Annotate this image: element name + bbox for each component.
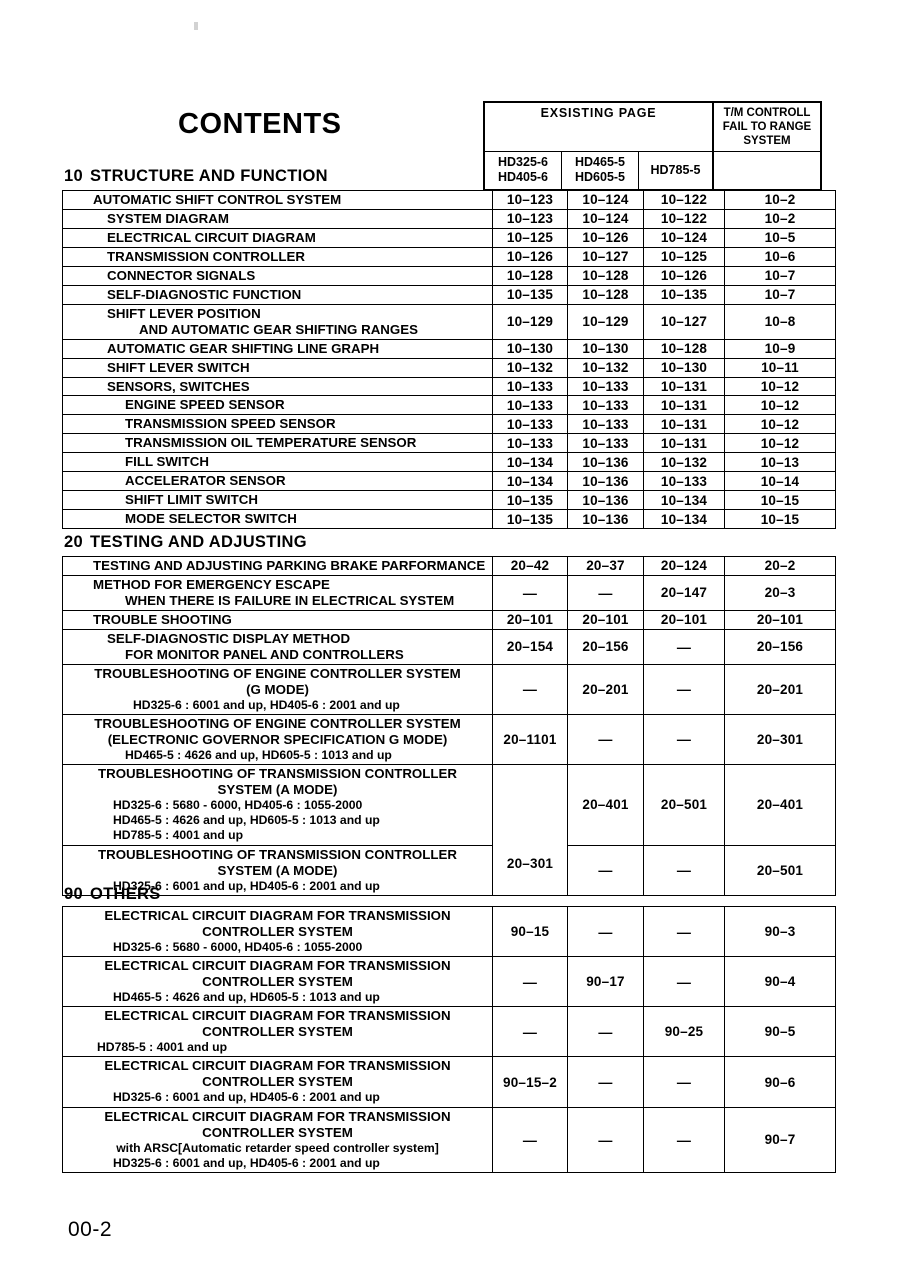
- table-row: [63, 339, 836, 358]
- row-page-tm: 10–6: [725, 247, 836, 266]
- row-title-line1: SHIFT LIMIT SWITCH: [125, 492, 258, 508]
- row-title-cell: [63, 765, 493, 846]
- row-page-hd325: 10–128: [493, 266, 568, 285]
- existing-page-label: EXSISTING PAGE: [485, 103, 714, 151]
- row-title-line1: ACCELERATOR SENSOR: [125, 473, 286, 489]
- table-row: [63, 266, 836, 285]
- row-page-hd465: 20–201: [568, 664, 644, 714]
- row-page-tm: 10–12: [725, 396, 836, 415]
- row-title-cell: [63, 714, 493, 764]
- row-page-tm: 20–3: [725, 575, 836, 610]
- row-title-cell: [63, 396, 493, 415]
- table-row: [63, 1107, 836, 1172]
- row-page-hd785: 10–135: [644, 285, 725, 304]
- row-page-tm: 10–13: [725, 453, 836, 472]
- row-page-hd785: 20–147: [644, 575, 725, 610]
- model-column-2-line1: HD465-5: [574, 155, 626, 170]
- row-page-hd325: 10–133: [493, 377, 568, 396]
- row-page-hd785: 10–127: [644, 304, 725, 339]
- legend-model-row: [485, 152, 820, 189]
- row-page-hd785: 10–134: [644, 491, 725, 510]
- row-page-hd465: 10–136: [568, 453, 644, 472]
- row-title-line2: SYSTEM (A MODE): [217, 862, 338, 878]
- model-column-2: [562, 152, 639, 189]
- row-title-line1: METHOD FOR EMERGENCY ESCAPE: [93, 576, 330, 592]
- row-page-hd785: 10–132: [644, 453, 725, 472]
- row-page-hd465: —: [568, 1007, 644, 1057]
- table-row: [63, 209, 836, 228]
- row-page-hd325: 10–125: [493, 228, 568, 247]
- row-page-hd465: —: [568, 907, 644, 957]
- tm-control-label-line2: FAIL TO RANGE: [722, 121, 812, 134]
- row-page-tm: 10–12: [725, 434, 836, 453]
- row-title-cell: [63, 247, 493, 266]
- row-page-hd785: —: [644, 1057, 725, 1107]
- row-title-serial-1: HD465-5 : 4626 and up, HD605-5 : 1013 and up: [113, 990, 380, 1005]
- row-title-cell: [63, 358, 493, 377]
- row-title-line2: SYSTEM (A MODE): [217, 781, 338, 797]
- row-page-hd785: 10–131: [644, 396, 725, 415]
- row-page-hd465: 10–133: [568, 377, 644, 396]
- row-page-tm: 20–401: [725, 765, 836, 846]
- scan-speck: [194, 22, 198, 30]
- row-page-tm: 10–14: [725, 472, 836, 491]
- row-title-serial-2: HD465-5 : 4626 and up, HD605-5 : 1013 and up: [113, 813, 380, 828]
- row-page-hd465: —: [568, 1057, 644, 1107]
- row-title-line1: TROUBLESHOOTING OF TRANSMISSION CONTROLLER: [97, 846, 457, 862]
- row-title-cell: [63, 907, 493, 957]
- row-page-hd785: —: [644, 845, 725, 895]
- row-page-tm: 90–7: [725, 1107, 836, 1172]
- row-page-hd785: 10–126: [644, 266, 725, 285]
- row-title-serial-1: HD325-6 : 6001 and up, HD405-6 : 2001 and up: [113, 878, 380, 893]
- row-title-cell: [63, 510, 493, 529]
- row-title-note: with ARSC[Automatic retarder speed controller system]: [116, 1140, 439, 1155]
- section-number-20: 20: [64, 533, 83, 551]
- row-page-hd785: 10–125: [644, 247, 725, 266]
- row-page-hd465: 10–133: [568, 434, 644, 453]
- table-row: [63, 1007, 836, 1057]
- row-page-tm: 10–9: [725, 339, 836, 358]
- row-page-hd325: 20–154: [493, 629, 568, 664]
- row-title-cell: [63, 339, 493, 358]
- table-row: [63, 247, 836, 266]
- row-page-hd465: 20–37: [568, 557, 644, 576]
- table-row: [63, 472, 836, 491]
- tm-control-label: [714, 103, 820, 151]
- table-row: [63, 575, 836, 610]
- row-title-line2: CONTROLLER SYSTEM: [202, 923, 353, 939]
- section-heading-90: [64, 885, 161, 904]
- row-page-tm: 20–156: [725, 629, 836, 664]
- row-page-hd325: 10–133: [493, 415, 568, 434]
- row-page-hd325: 10–132: [493, 358, 568, 377]
- section-number-90: 90: [64, 885, 83, 903]
- table-row: [63, 415, 836, 434]
- row-page-hd465: 10–133: [568, 396, 644, 415]
- row-title-line1: ELECTRICAL CIRCUIT DIAGRAM FOR TRANSMISSION: [104, 1008, 451, 1024]
- row-title-cell: [63, 1107, 493, 1172]
- row-title-line1: AUTOMATIC GEAR SHIFTING LINE GRAPH: [107, 340, 380, 356]
- section-name-10: STRUCTURE AND FUNCTION: [90, 167, 328, 185]
- row-title-line2: CONTROLLER SYSTEM: [202, 1024, 353, 1040]
- row-title-cell: [63, 209, 493, 228]
- table-row: [63, 358, 836, 377]
- row-title-line2: FOR MONITOR PANEL AND CONTROLLERS: [125, 646, 404, 662]
- row-title-line1: TROUBLESHOOTING OF TRANSMISSION CONTROLLER: [97, 766, 457, 782]
- row-page-hd465: 20–101: [568, 610, 644, 629]
- row-page-tm: 10–8: [725, 304, 836, 339]
- row-page-hd465: 10–126: [568, 228, 644, 247]
- row-title-line1: SENSORS, SWITCHES: [107, 378, 250, 394]
- row-page-hd465: 10–133: [568, 415, 644, 434]
- row-page-hd325: 10–134: [493, 453, 568, 472]
- tm-control-label-line3: SYSTEM: [743, 135, 791, 148]
- section-90-table: [62, 906, 836, 1173]
- row-page-hd785: 10–128: [644, 339, 725, 358]
- row-title-line1: SHIFT LEVER SWITCH: [107, 359, 250, 375]
- row-page-tm: 20–301: [725, 714, 836, 764]
- row-title-serial-1: HD325-6 : 6001 and up, HD405-6 : 2001 and up: [133, 697, 400, 712]
- row-title-cell: [63, 575, 493, 610]
- row-page-tm: 10–12: [725, 377, 836, 396]
- row-page-hd465: —: [568, 1107, 644, 1172]
- row-title-line2: (G MODE): [246, 681, 309, 697]
- row-page-tm: 10–15: [725, 510, 836, 529]
- row-title-serial-1: HD325-6 : 6001 and up, HD405-6 : 2001 and up: [113, 1155, 380, 1170]
- section-name-90: OTHERS: [90, 885, 161, 903]
- row-page-hd325: 10–135: [493, 285, 568, 304]
- row-page-tm: 90–6: [725, 1057, 836, 1107]
- table-row: [63, 377, 836, 396]
- row-page-tm: 20–2: [725, 557, 836, 576]
- row-title-cell: [63, 491, 493, 510]
- row-title-line1: SELF-DIAGNOSTIC FUNCTION: [107, 286, 302, 302]
- page-folio-number: 00-2: [68, 1218, 113, 1241]
- row-title-line1: ENGINE SPEED SENSOR: [125, 397, 285, 413]
- row-title-line1: ELECTRICAL CIRCUIT DIAGRAM FOR TRANSMISSION: [104, 1108, 451, 1124]
- row-title-cell: [63, 191, 493, 210]
- section-20-table: [62, 556, 836, 896]
- row-title-cell: [63, 434, 493, 453]
- row-page-tm: 90–4: [725, 957, 836, 1007]
- row-page-hd785: 20–124: [644, 557, 725, 576]
- table-row: [63, 664, 836, 714]
- row-page-hd465: —: [568, 845, 644, 895]
- row-page-tm: 10–7: [725, 285, 836, 304]
- row-page-hd785: 10–124: [644, 228, 725, 247]
- row-title-serial-1: HD465-5 : 4626 and up, HD605-5 : 1013 and up: [125, 747, 392, 762]
- row-title-cell: [63, 1057, 493, 1107]
- row-title-line1: TROUBLESHOOTING OF ENGINE CONTROLLER SYSTEM: [94, 715, 461, 731]
- row-page-hd785: 20–501: [644, 765, 725, 846]
- row-page-hd785: 10–131: [644, 434, 725, 453]
- row-title-serial-1: HD785-5 : 4001 and up: [97, 1040, 228, 1055]
- row-page-hd465: 10–136: [568, 472, 644, 491]
- row-page-tm: 10–15: [725, 491, 836, 510]
- row-title-cell: [63, 266, 493, 285]
- row-page-hd325: 10–133: [493, 434, 568, 453]
- row-title-serial-3: HD785-5 : 4001 and up: [113, 828, 244, 843]
- row-page-tm: 10–11: [725, 358, 836, 377]
- table-row: [63, 228, 836, 247]
- row-page-hd325: 10–129: [493, 304, 568, 339]
- row-page-hd325: 20–101: [493, 610, 568, 629]
- row-title-line1: SYSTEM DIAGRAM: [107, 210, 229, 226]
- row-page-hd785: —: [644, 714, 725, 764]
- table-row: [63, 714, 836, 764]
- row-title-line2: WHEN THERE IS FAILURE IN ELECTRICAL SYSTEM: [125, 592, 455, 608]
- row-page-tm: 20–201: [725, 664, 836, 714]
- row-title-line1: TRANSMISSION OIL TEMPERATURE SENSOR: [125, 435, 417, 451]
- row-title-line1: SELF-DIAGNOSTIC DISPLAY METHOD: [107, 630, 351, 646]
- row-title-line2: (ELECTRONIC GOVERNOR SPECIFICATION G MODE): [107, 731, 448, 747]
- row-title-line1: CONNECTOR SIGNALS: [107, 267, 256, 283]
- table-row: [63, 557, 836, 576]
- row-page-tm: 90–3: [725, 907, 836, 957]
- row-page-tm: 10–12: [725, 415, 836, 434]
- row-page-tm: 10–5: [725, 228, 836, 247]
- row-page-hd325: 90–15: [493, 907, 568, 957]
- model-column-1-line1: HD325-6: [497, 155, 549, 170]
- row-page-hd465: 10–127: [568, 247, 644, 266]
- row-page-hd785: —: [644, 629, 725, 664]
- row-title-cell: [63, 377, 493, 396]
- row-page-hd465: 10–124: [568, 209, 644, 228]
- row-title-cell: [63, 472, 493, 491]
- row-page-hd325: 10–135: [493, 491, 568, 510]
- row-title-cell: [63, 629, 493, 664]
- row-page-hd325: 90–15–2: [493, 1057, 568, 1107]
- row-title-cell: [63, 304, 493, 339]
- row-title-cell: [63, 415, 493, 434]
- legend-spacer: [714, 152, 820, 189]
- table-row: [63, 957, 836, 1007]
- row-title-cell: [63, 1007, 493, 1057]
- page-column-legend: [483, 101, 822, 191]
- row-title-line1: FILL SWITCH: [125, 454, 209, 470]
- table-row: [63, 765, 836, 846]
- row-page-tm: 20–501: [725, 845, 836, 895]
- row-page-hd785: 20–101: [644, 610, 725, 629]
- table-row: [63, 285, 836, 304]
- row-page-hd465: 10–124: [568, 191, 644, 210]
- row-page-hd325: 10–123: [493, 209, 568, 228]
- row-page-hd325: —: [493, 957, 568, 1007]
- row-page-hd785: 10–122: [644, 209, 725, 228]
- row-page-hd785: 90–25: [644, 1007, 725, 1057]
- model-column-2-line2: HD605-5: [574, 170, 626, 185]
- row-title-line1: MODE SELECTOR SWITCH: [125, 511, 297, 527]
- table-row: [63, 907, 836, 957]
- row-title-cell: [63, 610, 493, 629]
- row-page-hd785: —: [644, 1107, 725, 1172]
- row-title-cell: [63, 557, 493, 576]
- table-row: [63, 191, 836, 210]
- row-page-hd465: 10–128: [568, 266, 644, 285]
- table-row: [63, 434, 836, 453]
- model-column-3-label: HD785-5: [650, 162, 701, 177]
- row-title-serial-1: HD325-6 : 5680 - 6000, HD405-6 : 1055-2000: [113, 939, 363, 954]
- row-page-hd785: 10–134: [644, 510, 725, 529]
- row-page-hd465: 10–129: [568, 304, 644, 339]
- section-number-10: 10: [64, 167, 83, 185]
- row-page-hd785: —: [644, 664, 725, 714]
- tm-control-label-line1: T/M CONTROLL: [723, 107, 811, 119]
- row-page-hd325: 20–42: [493, 557, 568, 576]
- row-title-line1: SHIFT LEVER POSITION: [107, 305, 261, 321]
- row-title-line1: ELECTRICAL CIRCUIT DIAGRAM FOR TRANSMISSION: [104, 908, 451, 923]
- row-title-serial-1: HD325-6 : 6001 and up, HD405-6 : 2001 and up: [113, 1090, 380, 1105]
- row-title-line1: TROUBLE SHOOTING: [93, 611, 232, 627]
- row-page-hd325: 10–134: [493, 472, 568, 491]
- row-page-hd325: 10–130: [493, 339, 568, 358]
- table-row: [63, 491, 836, 510]
- row-title-line1: ELECTRICAL CIRCUIT DIAGRAM FOR TRANSMISSION: [104, 958, 451, 974]
- row-page-hd325: —: [493, 575, 568, 610]
- row-page-hd465: —: [568, 714, 644, 764]
- row-page-hd325: 10–123: [493, 191, 568, 210]
- row-page-tm: 10–7: [725, 266, 836, 285]
- row-title-serial-1: HD325-6 : 5680 - 6000, HD405-6 : 1055-2000: [113, 797, 363, 812]
- row-page-hd325: —: [493, 1107, 568, 1172]
- model-column-1-line2: HD405-6: [497, 170, 549, 185]
- row-page-hd465: 10–136: [568, 491, 644, 510]
- row-page-hd325: —: [493, 1007, 568, 1057]
- row-page-hd465: 10–128: [568, 285, 644, 304]
- row-page-hd465: —: [568, 575, 644, 610]
- row-page-tm: 20–101: [725, 610, 836, 629]
- row-title-line2: CONTROLLER SYSTEM: [202, 974, 353, 990]
- row-page-hd325: 20–1101: [493, 714, 568, 764]
- table-row: [63, 453, 836, 472]
- row-title-line1: ELECTRICAL CIRCUIT DIAGRAM FOR TRANSMISSION: [104, 1058, 451, 1074]
- section-heading-10: [64, 167, 328, 186]
- row-page-hd325: 10–133: [493, 396, 568, 415]
- row-title-line2: CONTROLLER SYSTEM: [202, 1074, 353, 1090]
- row-page-hd785: —: [644, 907, 725, 957]
- row-page-hd465: 90–17: [568, 957, 644, 1007]
- table-row: [63, 510, 836, 529]
- row-page-hd785: 10–122: [644, 191, 725, 210]
- row-title-line1: TRANSMISSION SPEED SENSOR: [125, 416, 336, 432]
- row-page-hd785: —: [644, 957, 725, 1007]
- row-page-tm: 10–2: [725, 209, 836, 228]
- row-page-hd785: 10–131: [644, 415, 725, 434]
- row-title-line1: TRANSMISSION CONTROLLER: [107, 248, 305, 264]
- table-row: [63, 396, 836, 415]
- row-page-hd785: 10–130: [644, 358, 725, 377]
- row-title-cell: [63, 285, 493, 304]
- row-page-hd465: 20–401: [568, 765, 644, 846]
- row-title-cell: [63, 228, 493, 247]
- legend-top-row: [485, 103, 820, 152]
- row-title-line1: TROUBLESHOOTING OF ENGINE CONTROLLER SYSTEM: [94, 665, 461, 681]
- page-title: CONTENTS: [178, 108, 342, 140]
- row-page-tm: 90–5: [725, 1007, 836, 1057]
- row-page-tm: 10–2: [725, 191, 836, 210]
- row-title-cell: [63, 957, 493, 1007]
- row-title-cell: [63, 664, 493, 714]
- section-10-table: [62, 190, 836, 529]
- row-page-hd785: 10–133: [644, 472, 725, 491]
- table-row: [63, 845, 836, 895]
- table-row: [63, 304, 836, 339]
- section-name-20: TESTING AND ADJUSTING: [90, 533, 307, 551]
- row-title-cell: [63, 453, 493, 472]
- row-title-line1: AUTOMATIC SHIFT CONTROL SYSTEM: [93, 192, 342, 207]
- model-column-3: [639, 152, 714, 189]
- row-title-line2: AND AUTOMATIC GEAR SHIFTING RANGES: [139, 321, 418, 337]
- table-row: [63, 610, 836, 629]
- table-row: [63, 629, 836, 664]
- row-page-hd325: 10–135: [493, 510, 568, 529]
- row-title-line1: ELECTRICAL CIRCUIT DIAGRAM: [107, 229, 316, 245]
- row-page-hd465: 20–156: [568, 629, 644, 664]
- section-heading-20: [64, 533, 307, 552]
- row-page-hd785: 10–131: [644, 377, 725, 396]
- row-page-hd325: —: [493, 664, 568, 714]
- table-row: [63, 1057, 836, 1107]
- row-page-hd465: 10–132: [568, 358, 644, 377]
- row-page-hd465: 10–130: [568, 339, 644, 358]
- row-page-hd325: 20–301: [493, 765, 568, 896]
- row-page-hd465: 10–136: [568, 510, 644, 529]
- model-column-1: [485, 152, 562, 189]
- row-page-hd325: 10–126: [493, 247, 568, 266]
- row-title-line2: CONTROLLER SYSTEM: [202, 1124, 353, 1140]
- row-title-line1: TESTING AND ADJUSTING PARKING BRAKE PARFORMANCE: [93, 558, 486, 573]
